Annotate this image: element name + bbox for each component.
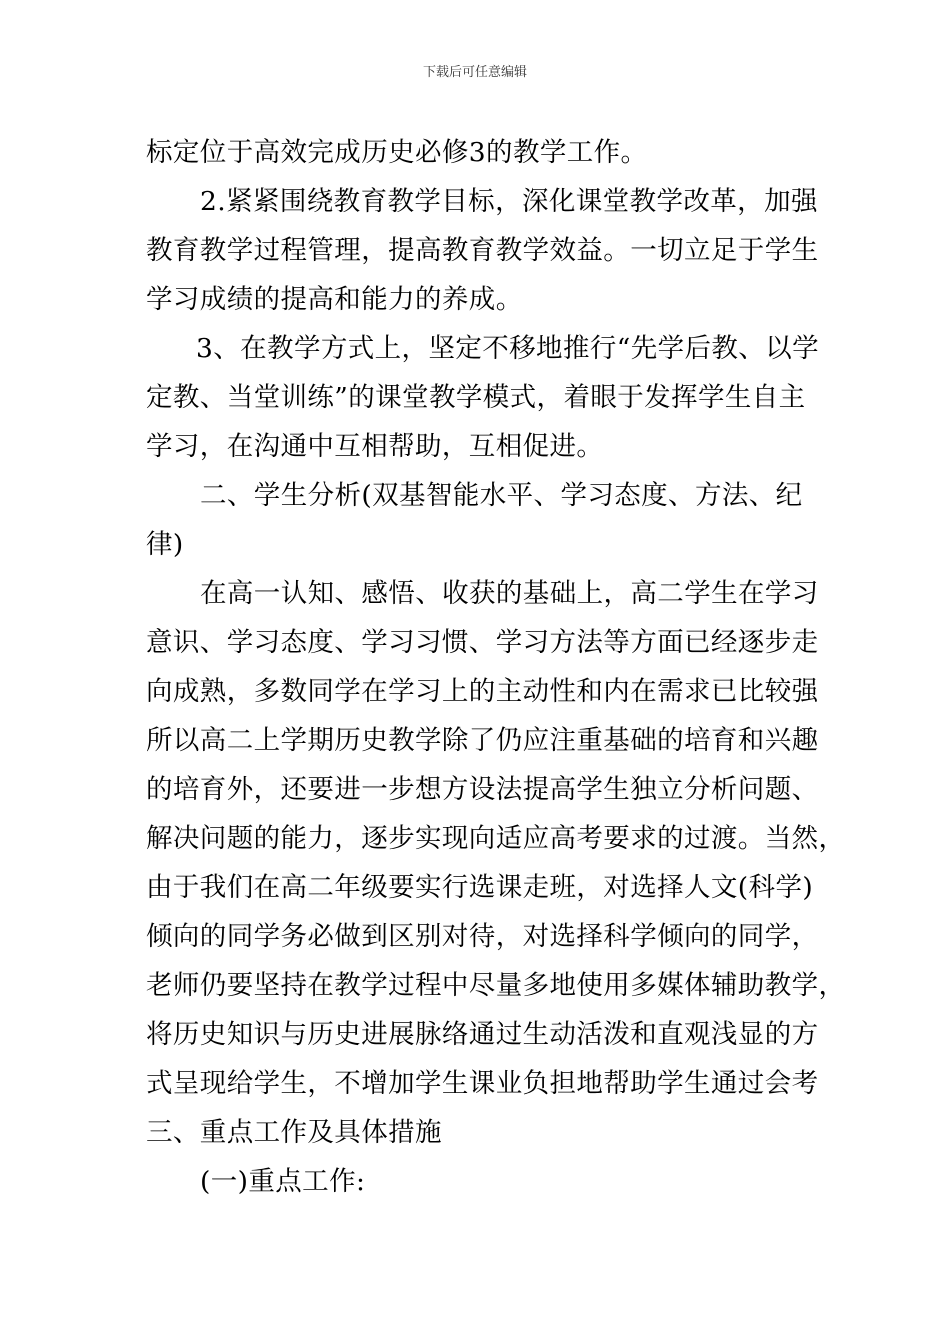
text-line: 向成熟，多数同学在学习上的主动性和内在需求已比较强	[146, 676, 819, 707]
text-line: 解决问题的能力，逐步实现向适应高考要求的过渡。当然，	[146, 823, 846, 854]
text-line: 定教、当堂训练”的课堂教学模式，着眼于发挥学生自主	[146, 382, 806, 413]
text-line: 由于我们在高二年级要实行选课走班，对选择人文(科学)	[146, 872, 814, 903]
text-line: 所以高二上学期历史教学除了仍应注重基础的培育和兴趣	[146, 725, 819, 756]
text-line: 将历史知识与历史进展脉络通过生动活泼和直观浅显的方	[146, 1019, 819, 1050]
text-line: 在高一认知、感悟、收获的基础上，高二学生在学习	[200, 578, 819, 609]
header-note: 下载后可任意编辑	[422, 65, 527, 80]
text-line: 意识、学习态度、学习习惯、学习方法等方面已经逐步走	[146, 627, 819, 658]
text-line: 标定位于高效完成历史必修3的教学工作。	[146, 137, 648, 168]
text-line: 学习成绩的提高和能力的养成。	[146, 284, 523, 315]
document-body	[146, 128, 846, 1206]
text-line: 式呈现给学生，不增加学生课业负担地帮助学生通过会考	[146, 1068, 819, 1099]
section-heading: 三、重点工作及具体措施	[146, 1117, 442, 1148]
text-line: 倾向的同学务必做到区别对待，对选择科学倾向的同学，	[146, 921, 819, 952]
text-line: 律)	[146, 529, 184, 560]
text-line: 学习，在沟通中互相帮助，互相促进。	[146, 431, 604, 462]
text-line: 的培育外，还要进一步想方设法提高学生独立分析问题、	[146, 774, 819, 805]
text-line: 2.紧紧围绕教育教学目标，深化课堂教学改革，加强	[200, 186, 818, 217]
subsection-heading: (一)重点工作:	[200, 1166, 366, 1197]
text-line: 3、在教学方式上，坚定不移地推行“先学后教、以学	[196, 333, 820, 364]
text-line: 教育教学过程管理，提高教育教学效益。一切立足于学生	[146, 235, 819, 266]
text-line: 老师仍要坚持在教学过程中尽量多地使用多媒体辅助教学，	[146, 970, 846, 1001]
section-heading: 二、学生分析(双基智能水平、学习态度、方法、纪	[200, 480, 803, 511]
